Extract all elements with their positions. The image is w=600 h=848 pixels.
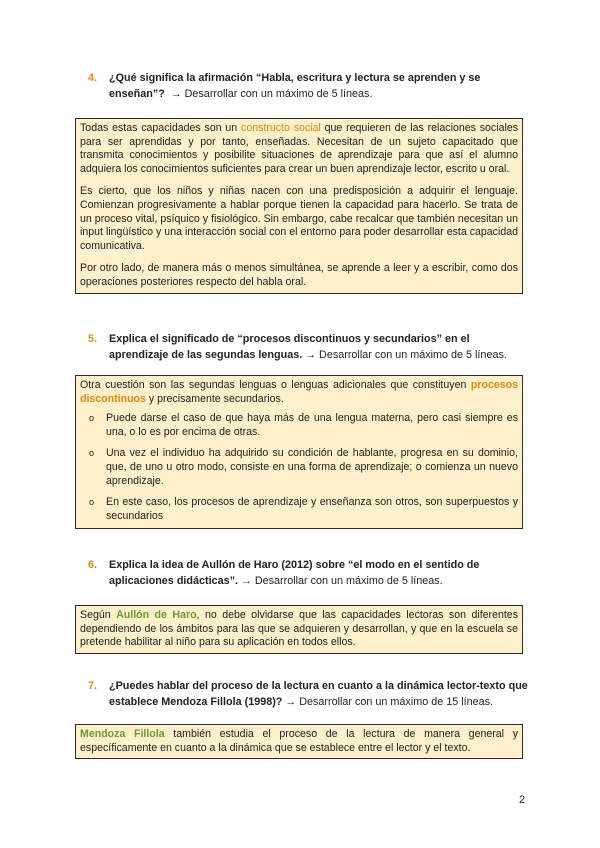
question-number: 4. — [88, 72, 98, 84]
text-span: también estudia el proceso de la lectura de manera general y específicamente en cuanto a la dinámica que se establece entre el lector y el texto. — [80, 728, 518, 754]
text-span: Todas estas capacidades son un — [80, 122, 242, 134]
question-text — [109, 557, 528, 589]
answer-paragraph — [80, 609, 518, 650]
answer-paragraph — [80, 379, 518, 406]
question-bold: ¿Puedes hablar del proceso de la lectura en cuanto a la dinámica lector-texto que establece Mendoza Fillola (1998)? — [109, 680, 528, 708]
list-item — [80, 447, 518, 488]
question-note: → Desarrollar con un máximo de 5 líneas. — [305, 349, 507, 361]
text-span: , no debe olvidarse que las capacidades lectoras son diferentes dependiendo de los ámbitos para las que se adquieren y desarrollan, y que en la escuela se pretende habilitar al niño para su aplicación en todos ellos. — [80, 609, 518, 649]
question-number: 5. — [88, 333, 98, 345]
question-7 — [88, 678, 528, 710]
question-number: 6. — [88, 559, 98, 571]
highlight-term: procesos discontinuos — [80, 379, 518, 405]
answer-box-6 — [75, 605, 523, 654]
answer-box-7 — [75, 724, 523, 759]
list-item-text: Puede darse el caso de que haya más de una lengua materna, pero casi siempre es una, o lo es por encima de otras. — [106, 412, 518, 438]
question-number: 7. — [88, 680, 98, 692]
answer-box-5 — [75, 375, 523, 529]
question-bold: ¿Qué significa la afirmación “Habla, escritura y lectura se aprenden y se enseñan”? — [109, 72, 481, 100]
answer-paragraph — [80, 728, 518, 755]
question-5 — [88, 331, 528, 363]
highlight-author: Aullón de Haro — [116, 609, 197, 621]
question-note: → Desarrollar con un máximo de 15 líneas. — [285, 696, 494, 708]
question-bold: Explica el significado de “procesos discontinuos y secundarios” en el aprendizaje de las segundas lenguas. — [109, 333, 470, 361]
question-text — [109, 331, 528, 363]
text-span: Según — [80, 609, 117, 621]
highlight-author: Mendoza Fillola — [80, 728, 165, 740]
circle-bullet-icon: o — [89, 448, 95, 459]
circle-bullet-icon: o — [89, 497, 95, 508]
list-item — [80, 496, 518, 523]
list-item — [80, 412, 518, 439]
highlight-term: constructo social — [241, 122, 321, 134]
question-6 — [88, 557, 528, 589]
answer-paragraph: Por otro lado, de manera más o menos simultánea, se aprende a leer y a escribir, como dos operaciones posteriores respecto del habla oral. — [80, 262, 518, 288]
page-number: 2 — [519, 794, 526, 806]
question-4 — [88, 70, 528, 102]
answer-paragraph — [80, 122, 518, 176]
text-span: que requieren de las relaciones sociales para ser aprendidas y por tanto, enseñadas. Necesitan de un sujeto capacitado que transmita conocimientos y posibilite situaciones de aprendizaje para que así el alumno adquiera los conocimientos suficientes para crear un buen aprendizaje lector, escrito u oral. — [80, 122, 519, 175]
answer-paragraph: Es cierto, que los niños y niñas nacen con una predisposición a adquirir el lenguaje. Comienzan progresivamente a hablar porque tienen la capacidad para hacerlo. Se trata de un proceso vital, psíquico y fisiológico. Sin embargo, cabe recalcar que también necesitan un input lingüístico y una interacción social con el entorno para poder desarrollar esta capacidad comunicativa. — [80, 185, 518, 252]
text-span: y precisamente secundarios. — [145, 392, 284, 405]
bullet-list — [80, 412, 518, 523]
circle-bullet-icon: o — [89, 413, 95, 424]
question-note: → Desarrollar con un máximo de 5 líneas. — [170, 88, 373, 100]
answer-box-4 — [75, 118, 523, 294]
list-item-text: Una vez el individuo ha adquirido su condición de hablante, progresa en su dominio, que, de uno u otro modo, consiste en una forma de aprendizaje; o comienza un nuevo aprendizaje. — [106, 447, 518, 487]
question-text — [109, 70, 528, 102]
question-text — [109, 678, 528, 710]
list-item-text: En este caso, los procesos de aprendizaje y enseñanza son otros, son superpuestos y secundarios — [106, 496, 518, 522]
question-note: → Desarrollar con un máximo de 5 líneas. — [241, 575, 443, 587]
text-span: Otra cuestión son las segundas lenguas o lenguas adicionales que constituyen — [80, 379, 471, 391]
question-bold: Explica la idea de Aullón de Haro (2012) sobre “el modo en el sentido de aplicaciones didácticas”. — [109, 559, 480, 587]
